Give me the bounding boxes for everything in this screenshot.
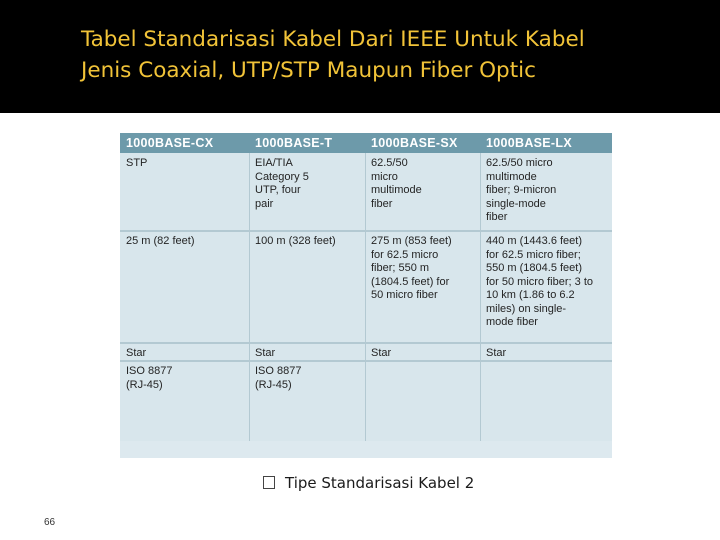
table-cell: Star [486, 347, 507, 359]
table-cell: 62.5/50 micro multimode fiber; 9-micron single-mode fiber [486, 157, 557, 223]
title-band [0, 0, 720, 113]
table-header-cell: 1000BASE-T [249, 133, 365, 153]
table-cell: EIA/TIA Category 5 UTP, four pair [255, 157, 309, 210]
cable-standards-table [120, 133, 612, 458]
table-cell: Star [255, 347, 276, 359]
table-header-cell: 1000BASE-LX [480, 133, 612, 153]
page-number: 66 [44, 517, 56, 528]
table-cell: 440 m (1443.6 feet) for 62.5 micro fiber; 550 m (1804.5 feet) for 50 micro fiber; 3 to 10 km (1.86 to 6.2 miles) on single- mode fiber [486, 235, 593, 328]
title-line-1: Tabel Standarisasi Kabel Dari IEEE Untuk Kabel [81, 27, 585, 52]
table-cell: ISO 8877 (RJ-45) [126, 365, 173, 391]
table-cell: 25 m (82 feet) [126, 235, 195, 247]
table-cell: ISO 8877 (RJ-45) [255, 365, 302, 391]
table-bottom-strip [120, 441, 612, 458]
table-header-cell: 1000BASE-CX [120, 133, 249, 153]
caption-text: Tipe Standarisasi Kabel 2 [285, 474, 475, 492]
table-cell: 100 m (328 feet) [255, 235, 336, 247]
table-cell: STP [126, 157, 148, 169]
slide-title [81, 24, 701, 86]
table-cell [365, 361, 480, 441]
table-cell: Star [126, 347, 147, 359]
table-cell: 62.5/50 micro multimode fiber [371, 157, 422, 210]
caption [263, 474, 474, 492]
table-cell [480, 361, 612, 441]
title-line-2: Jenis Coaxial, UTP/STP Maupun Fiber Optic [81, 58, 536, 83]
table-header-cell: 1000BASE-SX [365, 133, 480, 153]
bullet-icon [263, 476, 275, 489]
table-cell: Star [371, 347, 392, 359]
table-cell: 275 m (853 feet) for 62.5 micro fiber; 550 m (1804.5 feet) for 50 micro fiber [371, 235, 452, 301]
